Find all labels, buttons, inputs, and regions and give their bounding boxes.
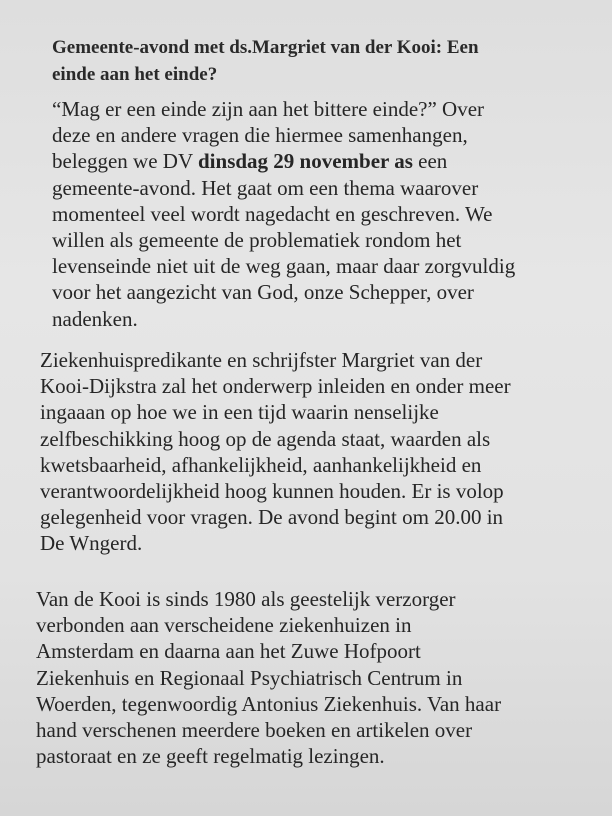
text-line: verantwoordelijkheid hoog kunnen houden. Er is volop [40, 479, 504, 504]
text-line: levenseinde niet uit de weg gaan, maar daar zorgvuldig [52, 254, 516, 279]
title-line: einde aan het einde? [52, 64, 218, 85]
text-line: pastoraat en ze geeft regelmatig lezingen. [36, 744, 385, 769]
text-line: Amsterdam en daarna aan het Zuwe Hofpoort [36, 639, 421, 664]
text-line: voor het aangezicht van God, onze Schepper, over [52, 280, 474, 305]
text-line: Kooi-Dijkstra zal het onderwerp inleiden en onder meer [40, 374, 511, 399]
text-line: hand verschenen meerdere boeken en artikelen over [36, 718, 473, 743]
text-line: Ziekenhuispredikante en schrijfster Margriet van der [40, 348, 483, 372]
text-segment: een [412, 149, 448, 174]
text-line: zelfbeschikking hoog op de agenda staat, waarden als [40, 426, 491, 451]
text-line: verbonden aan verscheidene ziekenhuizen in [36, 613, 412, 638]
text-line [52, 148, 612, 174]
document-title [52, 34, 592, 88]
text-line: kwetsbaarheid, afhankelijkheid, aanhankelijkheid en [40, 452, 482, 477]
text-line: nadenken. [52, 306, 138, 331]
text-line: gemeente-avond. Het gaat om een thema waarover [52, 175, 479, 200]
speaker-paragraph [40, 347, 612, 557]
event-date: dinsdag 29 november as [198, 149, 413, 174]
text-line: Woerden, tegenwoordig Antonius Ziekenhuis. Van haar [36, 691, 502, 716]
text-line: Van de Kooi is sinds 1980 als geestelijk verzorger [36, 587, 456, 611]
text-line: willen als gemeente de problematiek rondom het [52, 228, 462, 253]
bio-paragraph [36, 586, 612, 769]
intro-paragraph [52, 96, 612, 332]
text-line: ingaaan op hoe we in een tijd waarin nenselijke [40, 400, 439, 425]
text-line: “Mag er een einde zijn aan het bittere einde?” Over [52, 97, 485, 121]
title-line: Gemeente-avond met ds.Margriet van der Kooi: Een [52, 37, 479, 58]
text-line: gelegenheid voor vragen. De avond begint om 20.00 in [40, 505, 504, 530]
text-line: Ziekenhuis en Regionaal Psychiatrisch Centrum in [36, 665, 463, 690]
text-line: momenteel veel wordt nagedacht en geschreven. We [52, 201, 493, 226]
text-line: deze en andere vragen die hiermee samenhangen, [52, 123, 468, 148]
text-segment: beleggen we DV [52, 149, 198, 174]
text-line: De Wngerd. [40, 531, 143, 556]
